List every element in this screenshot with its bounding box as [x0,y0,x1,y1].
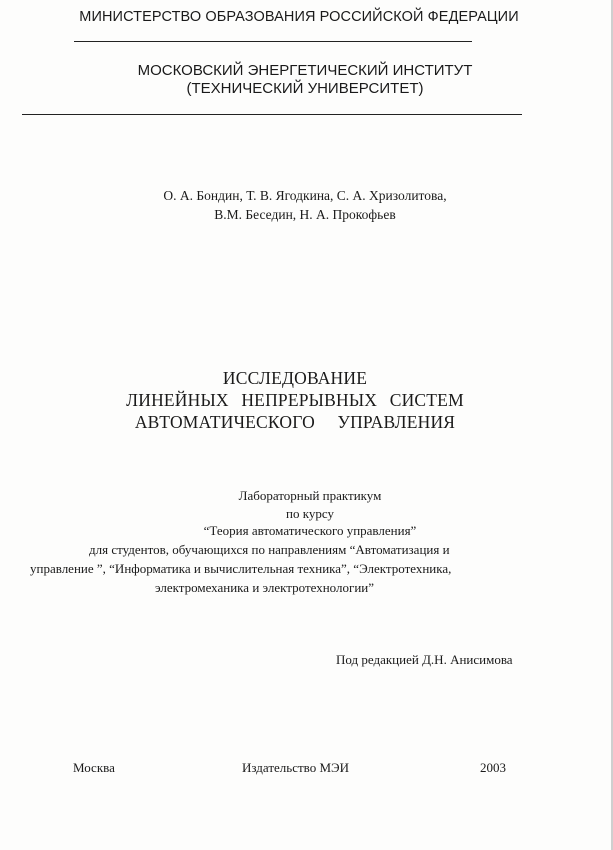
document-title-line-2: ЛИНЕЙНЫХ НЕПРЕРЫВНЫХ СИСТЕМ [126,390,464,410]
document-title-line-3: АВТОМАТИЧЕСКОГО УПРАВЛЕНИЯ [134,412,456,432]
publication-city: Москва [73,760,115,775]
institute-name: МОСКОВСКИЙ ЭНЕРГЕТИЧЕСКИЙ ИНСТИТУТ [137,62,473,79]
course-label: по курсу [286,506,334,521]
institute-subtitle: (ТЕХНИЧЕСКИЙ УНИВЕРСИТЕТ) [186,80,424,97]
divider-top [74,41,472,42]
audience-line-1: для студентов, обучающихся по направлениям “Автоматизация и [89,542,450,557]
divider-institute [22,114,522,115]
editor-credit: Под редакцией Д.Н. Анисимова [336,652,513,667]
publisher-name: Издательство МЭИ [242,760,349,775]
publication-year: 2003 [480,760,506,775]
document-title-line-1: ИССЛЕДОВАНИЕ [222,368,368,388]
ministry-heading: МИНИСТЕРСТВО ОБРАЗОВАНИЯ РОССИЙСКОЙ ФЕДЕРАЦИИ [79,9,519,25]
audience-line-3: электромеханика и электротехнологии” [155,580,375,595]
audience-line-2: управление ”, “Информатика и вычислительная техника”, “Электротехника, [30,561,452,576]
document-type: Лабораторный практикум [238,488,382,503]
authors-line-2: В.М. Беседин, Н. А. Прокофьев [214,207,396,222]
authors-line-1: О. А. Бондин, Т. В. Ягодкина, С. А. Хризолитова, [163,188,447,203]
course-name: “Теория автоматического управления” [203,523,417,538]
